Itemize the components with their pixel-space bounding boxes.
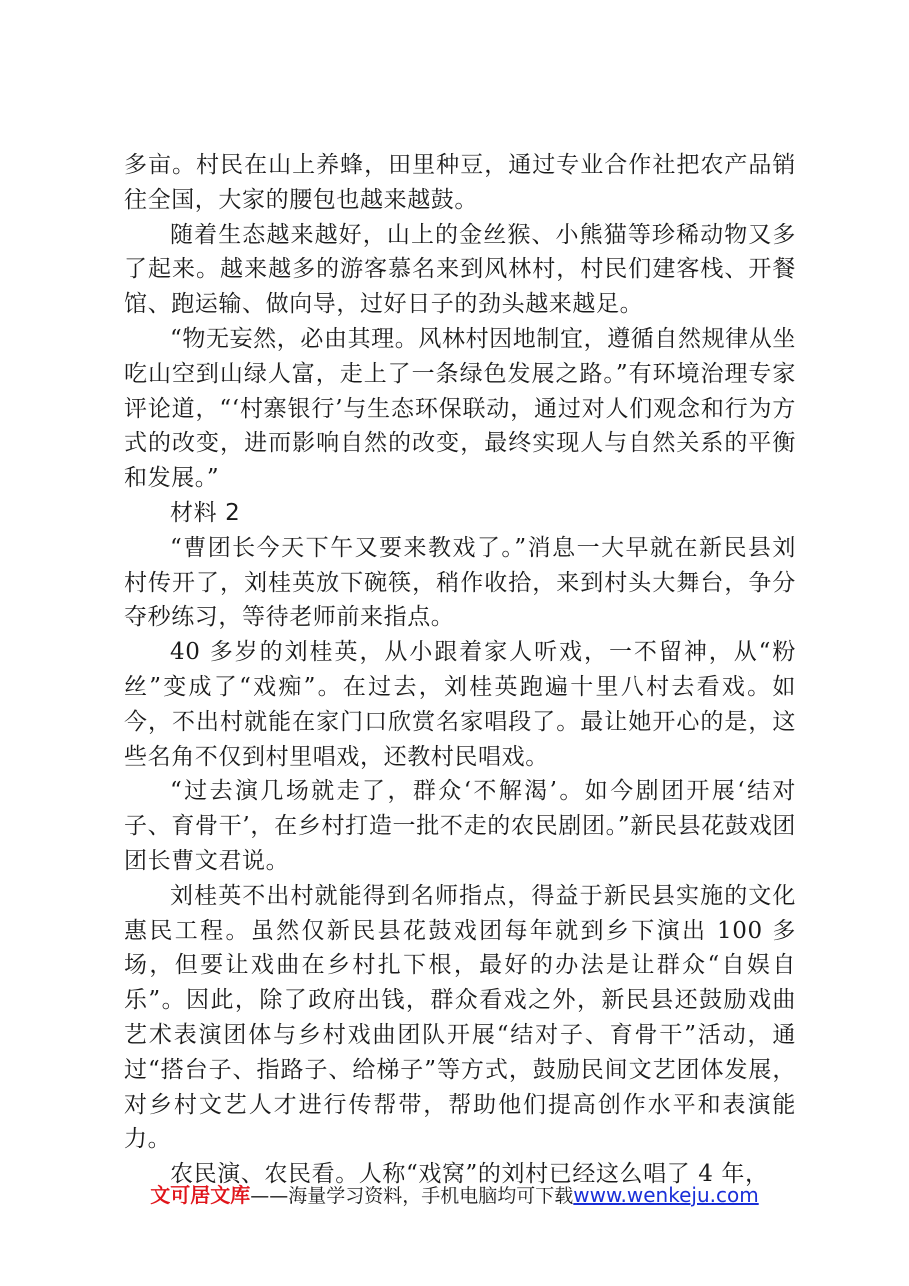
paragraph: 刘桂英不出村就能得到名师指点，得益于新民县实施的文化惠民工程。虽然仅新民县花鼓戏团每年就到乡下演出 100 多场，但要让戏曲在乡村扎下根，最好的办法是让群众“自娱自乐”。因此，除了政府出钱，群众看戏之外，新民县还鼓励戏曲艺术表演团体与乡村戏曲团队开展“结对子、育骨干”活动，通过“搭台子、指路子、给梯子”等方式，鼓励民间文艺团体发展，对乡村文艺人才进行传帮带，帮助他们提高创作水平和表演能力。 bbox=[124, 882, 796, 1153]
paragraph: “物无妄然，必由其理。风林村因地制宜，遵循自然规律从坐吃山空到山绿人富，走上了一条绿色发展之路。”有环境治理专家评论道，“‘村寨银行’与生态环保联动，通过对人们观念和行为方式的改变，进而影响自然的改变，最终实现人与自然关系的平衡和发展。” bbox=[124, 325, 796, 492]
paragraph: 随着生态越来越好，山上的金丝猴、小熊猫等珍稀动物又多了起来。越来越多的游客慕名来到风林村，村民们建客栈、开餐馆、跑运输、做向导，过好日子的劲头越来越足。 bbox=[124, 221, 796, 318]
paragraph: “曹团长今天下午又要来教戏了。”消息一大早就在新民县刘村传开了，刘桂英放下碗筷，稍作收拾，来到村头大舞台，争分夺秒练习，等待老师前来指点。 bbox=[124, 534, 796, 631]
paragraph: 农民演、农民看。人称“戏窝”的刘村已经这么唱了 4 年， bbox=[170, 1161, 769, 1188]
paragraph: 40 多岁的刘桂英，从小跟着家人听戏，一不留神，从“粉丝”变成了“戏痴”。在过去，刘桂英跑遍十里八村去看戏。如今，不出村就能在家门口欣赏名家唱段了。最让她开心的是，这些名角不仅到村里唱戏，还教村民唱戏。 bbox=[124, 639, 796, 770]
paragraph: “过去演几场就走了，群众‘不解渴’。如今剧团开展‘结对子、育骨干’，在乡村打造一批不走的农民剧团。”新民县花鼓戏团团长曹文君说。 bbox=[124, 778, 796, 874]
footer-website-link[interactable]: www.wenkeju.com bbox=[573, 1183, 759, 1207]
document-body bbox=[124, 148, 796, 1192]
paragraph: 多亩。村民在山上养蜂，田里种豆，通过专业合作社把农产品销往全国，大家的腰包也越来越鼓。 bbox=[124, 152, 796, 213]
page-footer bbox=[0, 1181, 909, 1210]
footer-brand: 文可居文库 bbox=[150, 1183, 251, 1207]
section-heading: 材料 2 bbox=[170, 499, 241, 526]
footer-tagline: ——海量学习资料，手机电脑均可下载 bbox=[250, 1185, 574, 1207]
